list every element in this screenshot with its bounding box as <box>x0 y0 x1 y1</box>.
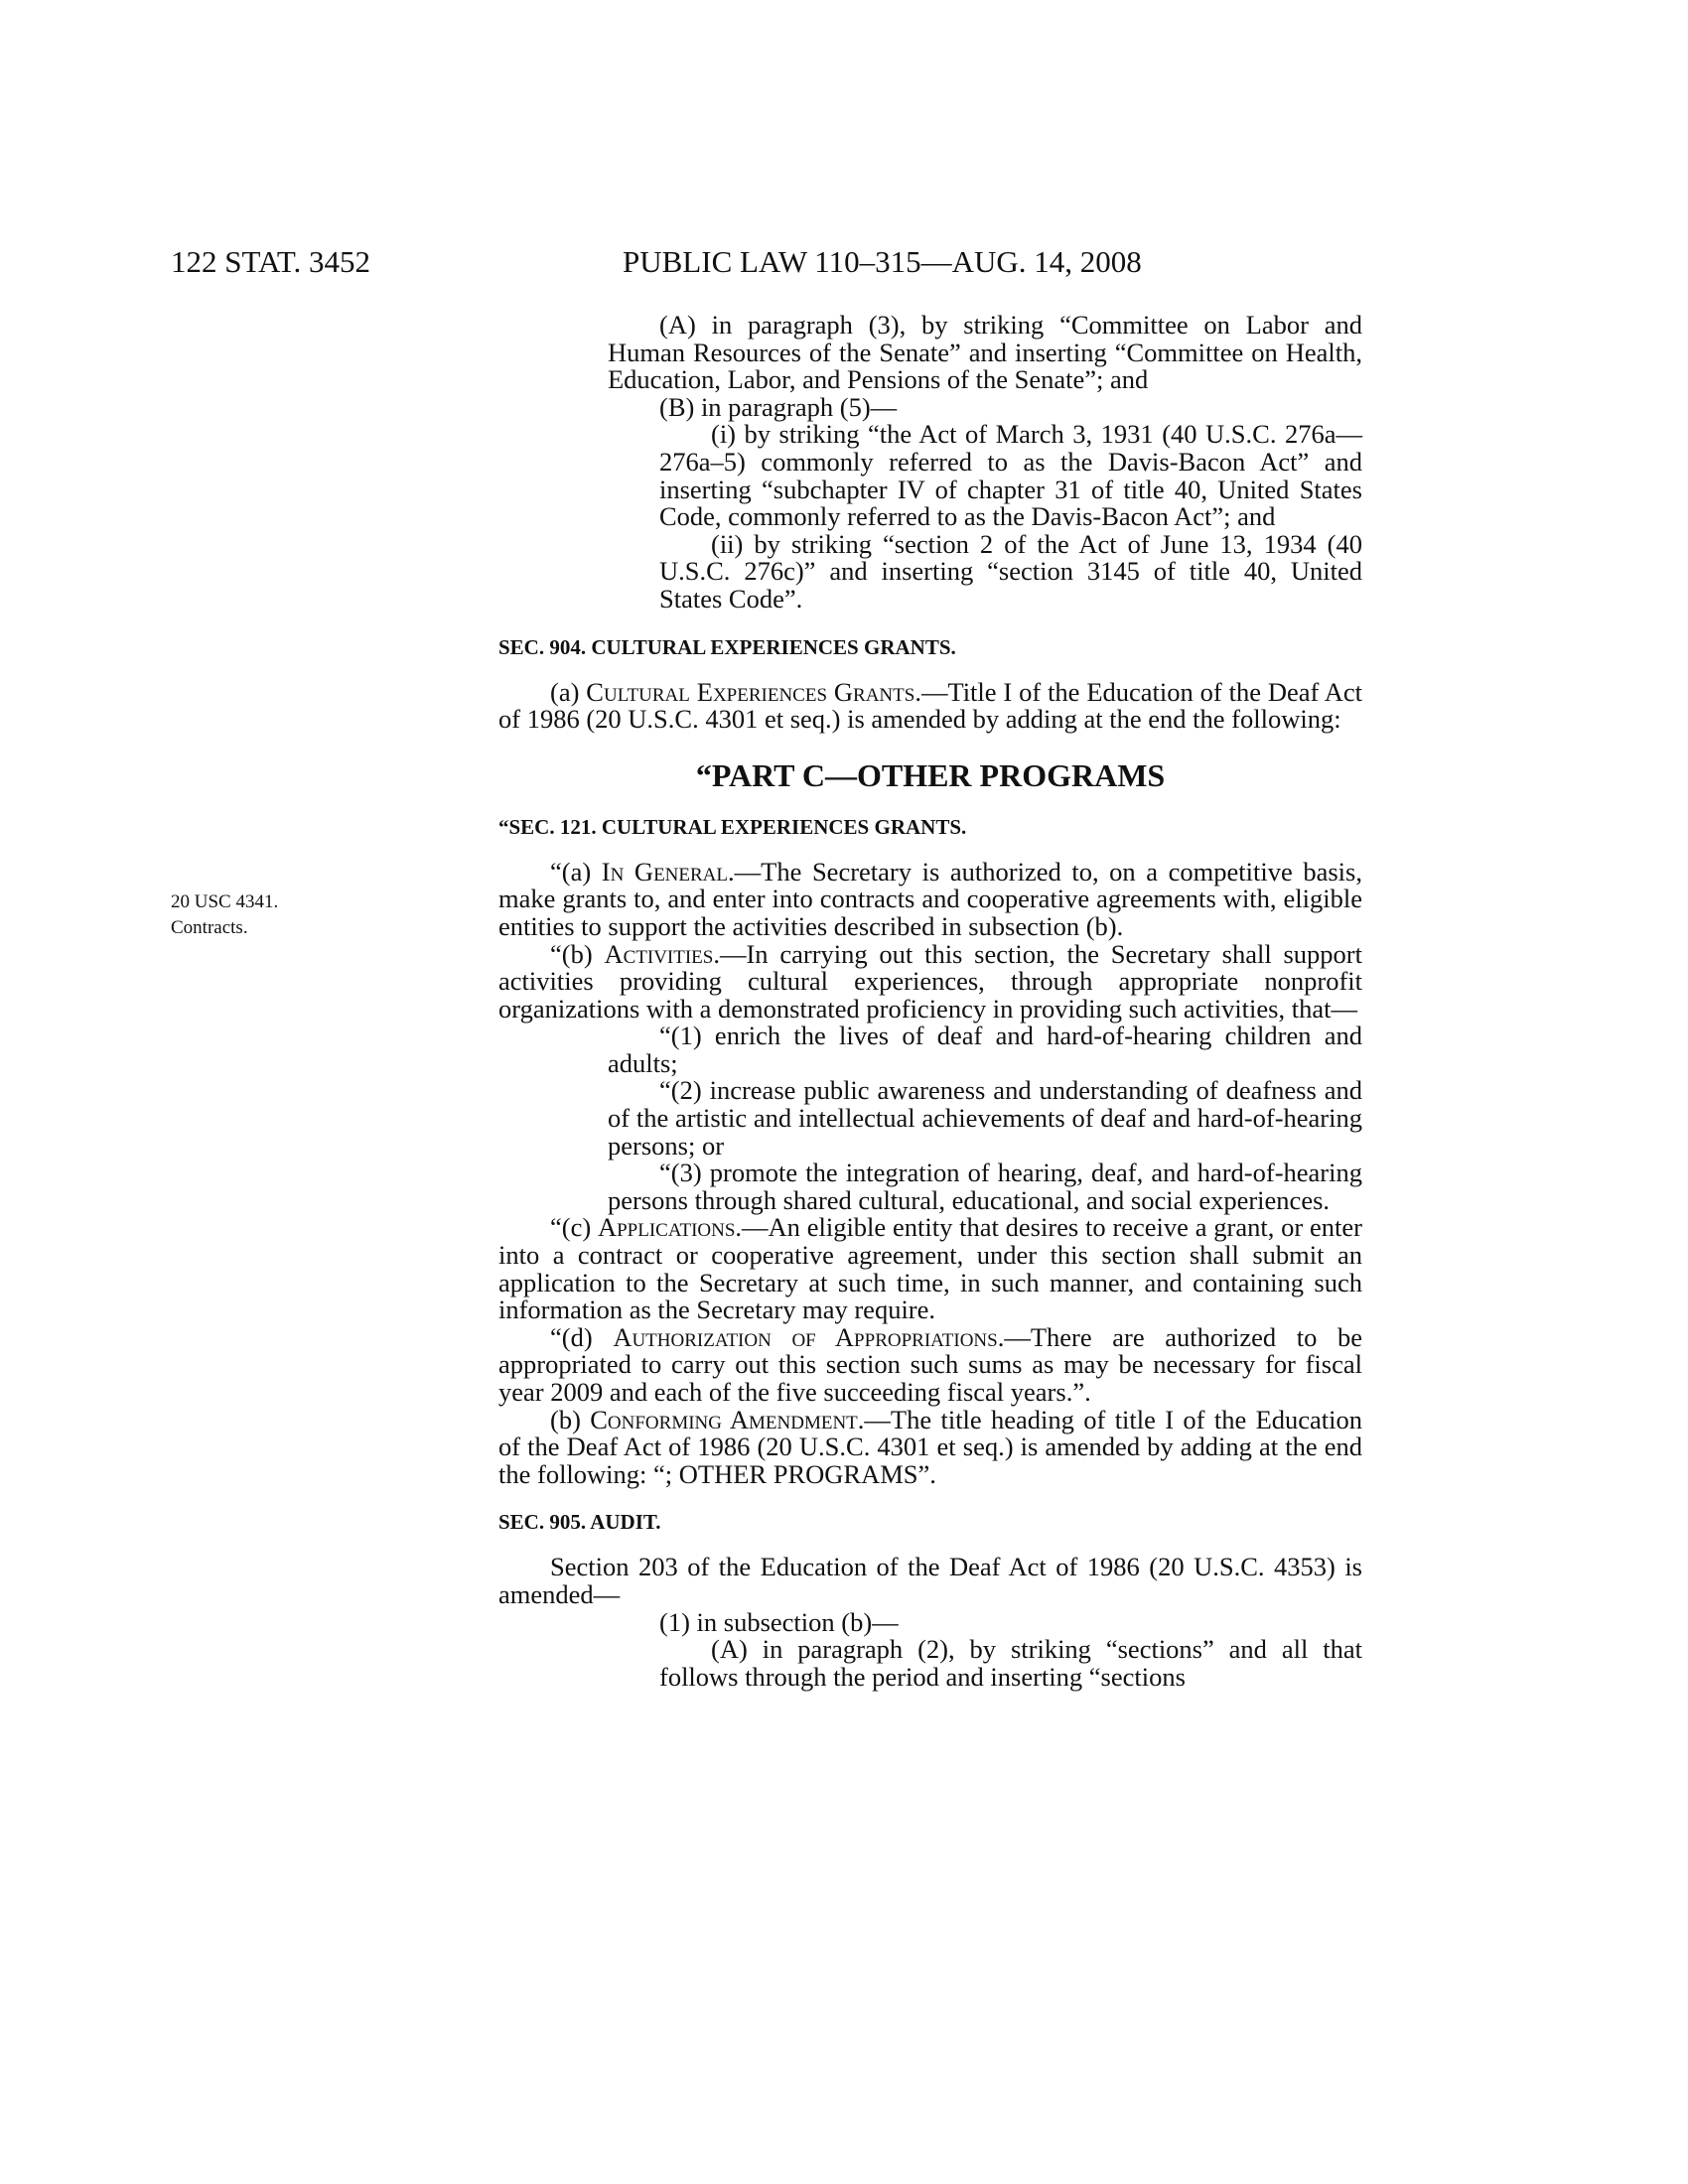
sec121-c-heading: Applications <box>597 1212 736 1243</box>
subsection-b-heading: Conforming Amendment <box>590 1404 858 1434</box>
margin-note-usc: 20 USC 4341. <box>171 891 279 912</box>
paragraph-A: (A) in paragraph (3), by striking “Committee on Labor and Human Resources of the Senate” and inserting “Committee on Health, Education, Labor, and Pensions of the Senate”; and <box>608 310 1362 395</box>
subsection-a: (a) Cultural Experiences Grants.—Title I of the Education of the Deaf Act of 1986 (20 U.S.C. 4301 et seq.) is amended by adding at the end the following: <box>498 676 1362 735</box>
subsection-a-heading: Cultural Experiences Grants <box>586 676 915 707</box>
sec121-subsection-d: “(d) Authorization of Appropriations.—There are authorized to be appropriated to carry out this section such sums as may be necessary for fiscal year 2009 and each of the five succeeding fiscal years.”. <box>498 1321 1362 1407</box>
section-heading-905: SEC. 905. AUDIT. <box>498 1510 661 1535</box>
sec121-subsection-a: “(a) In General.—The Secretary is authorized to, on a competitive basis, make grants to, and enter into contracts and cooperative agreements with, eligible entities to support the activities described in subsection (b). <box>498 856 1362 941</box>
clause-ii: (ii) by striking “section 2 of the Act of June 13, 1934 (40 U.S.C. 276c)” and inserting “section 3145 of title 40, United States Code”. <box>659 528 1362 614</box>
paragraph-2: “(2) increase public awareness and understanding of deafness and of the artistic and intellectual achievements of deaf and hard-of-hearing persons; or <box>608 1075 1362 1160</box>
sec121-subsection-c: “(c) Applications.—An eligible entity that desires to receive a grant, or enter into a contract or cooperative agreement, under this section shall submit an application to the Secretary at such time, in such manner, and containing such information as the Secretary may require. <box>498 1212 1362 1325</box>
clause-i: (i) by striking “the Act of March 3, 1931 (40 U.S.C. 276a—276a–5) commonly referred to as the Davis-Bacon Act” and inserting “subchapter IV of chapter 31 of title 40, United States Code, commonly referred to as the Davis-Bacon Act”; and <box>659 419 1362 532</box>
sec121-subsection-b: “(b) Activities.—In carrying out this section, the Secretary shall support activities providing cultural experiences, through appropriate nonprofit organizations with a demonstrated proficiency in providing such activities, that— <box>498 938 1362 1024</box>
margin-note-contracts: Contracts. <box>171 917 248 938</box>
section-heading-121: “SEC. 121. CULTURAL EXPERIENCES GRANTS. <box>498 814 967 839</box>
paragraph-B: (B) in paragraph (5)— <box>659 391 898 422</box>
sec121-d-heading: Authorization of Appropriations <box>613 1321 998 1352</box>
sec905-subparagraph-A: (A) in paragraph (2), by striking “sections” and all that follows through the period and inserting “sections <box>659 1634 1362 1692</box>
part-heading: “PART C—OTHER PROGRAMS <box>695 756 1166 793</box>
running-header: PUBLIC LAW 110–315—AUG. 14, 2008 <box>623 244 1142 279</box>
section-heading-904: SEC. 904. CULTURAL EXPERIENCES GRANTS. <box>498 634 956 659</box>
paragraph-1: “(1) enrich the lives of deaf and hard-of-hearing children and adults; <box>608 1021 1362 1078</box>
body-text <box>498 312 1362 1691</box>
sec121-a-heading: In General <box>601 856 729 887</box>
subsection-b: (b) Conforming Amendment.—The title heading of title I of the Education of the Deaf Act of 1986 (20 U.S.C. 4301 et seq.) is amended by adding at the end the following: “; OTHER PROGRAMS”. <box>498 1404 1363 1489</box>
sec905-paragraph-1: (1) in subsection (b)— <box>659 1606 899 1637</box>
paragraph-3: “(3) promote the integration of hearing, deaf, and hard-of-hearing persons through shared cultural, educational, and social experiences. <box>608 1158 1362 1215</box>
sec121-b-heading: Activities <box>604 938 714 969</box>
statute-page-number: 122 STAT. 3452 <box>171 244 371 279</box>
sec905-intro: Section 203 of the Education of the Deaf Act of 1986 (20 U.S.C. 4353) is amended— <box>498 1552 1362 1609</box>
